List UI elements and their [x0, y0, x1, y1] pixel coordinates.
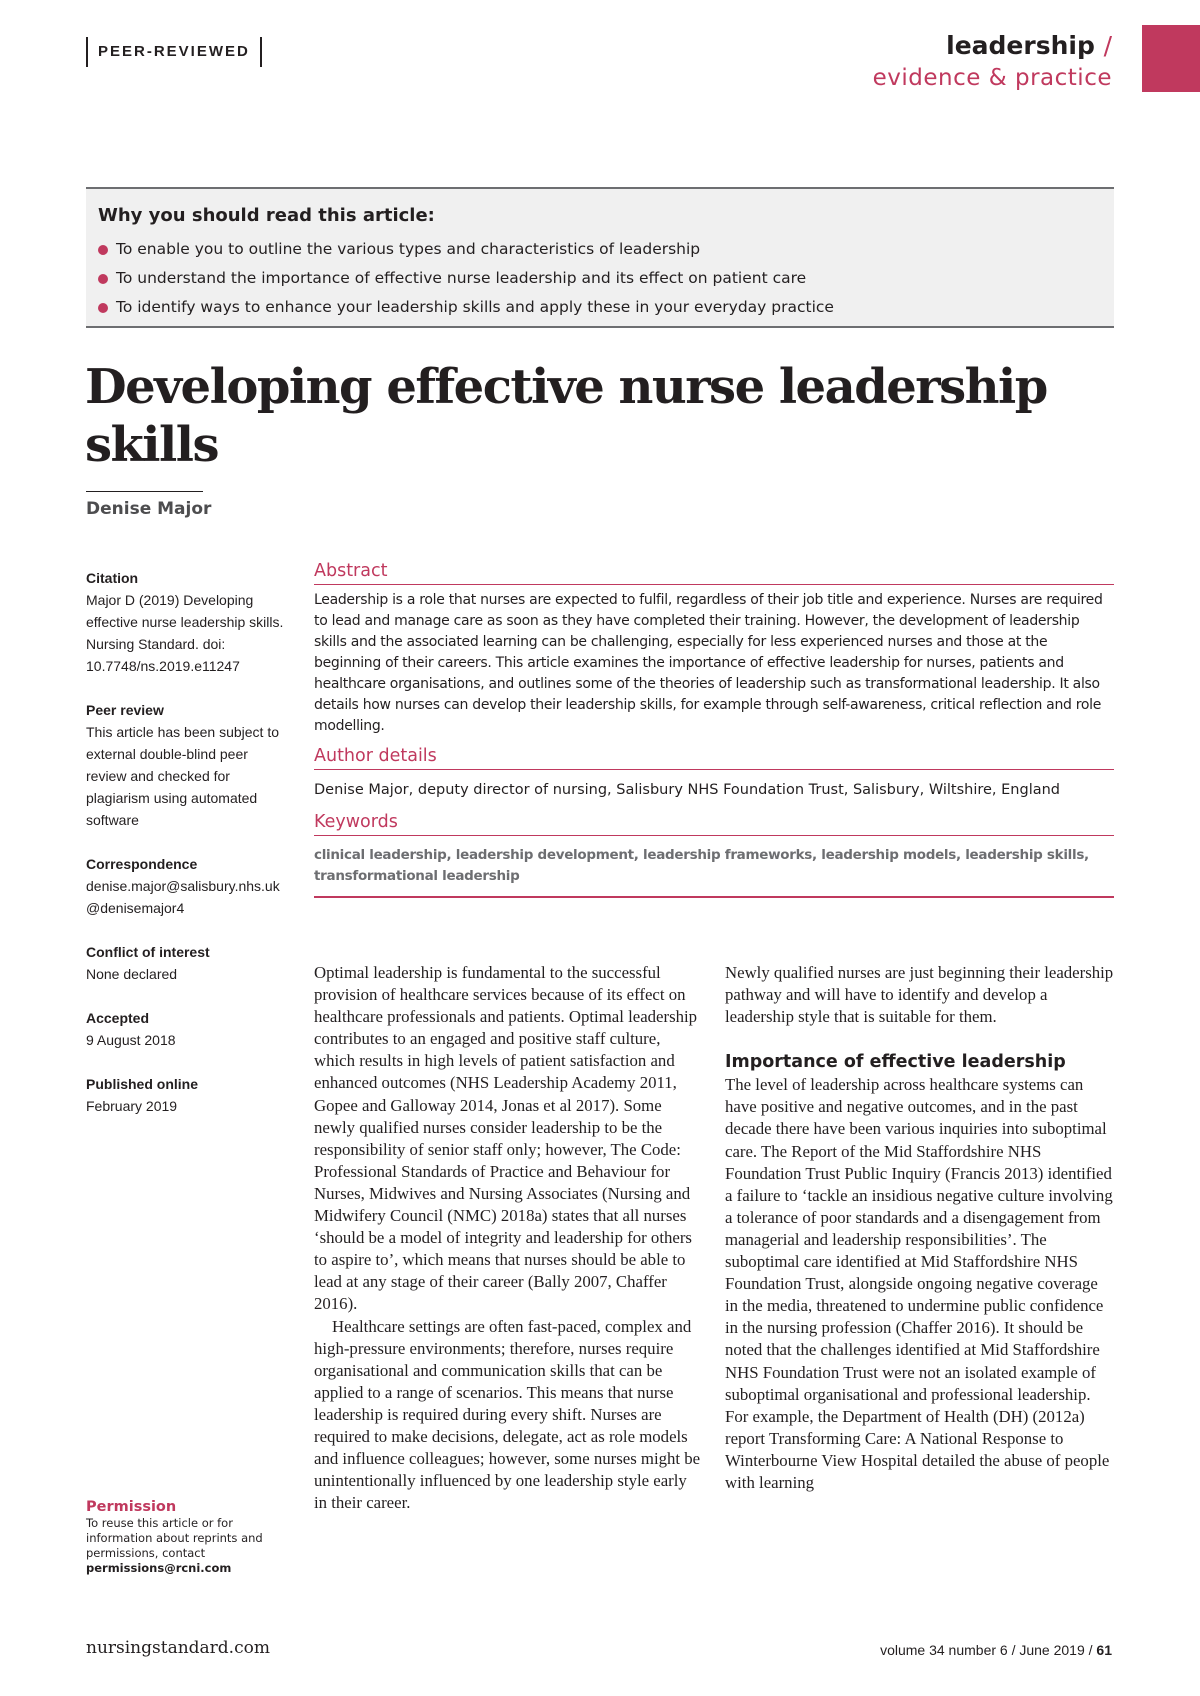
- article-title: Developing effective nurse leadership skills: [85, 359, 1047, 473]
- conflict-heading: Conflict of interest: [86, 944, 210, 960]
- why-read-item: [98, 235, 1102, 264]
- abstract-text: Leadership is a role that nurses are expected to fulfil, regardless of their job title and experience. Nurses are required to lead and manage care as soon as they have completed their training. However, the development of leadership skills and the associated learning can be challenging, especially for less experienced nurses and those at the beginning of their careers. This article examines the importance of effective leadership for nurses, patients and healthcare organisations, and outlines some of the theories of leadership such as transformational leadership. It also details how nurses can develop their leadership skills, for example through self-awareness, critical reflection and role modelling.: [314, 592, 1103, 734]
- citation-block: [86, 567, 286, 677]
- page-number: 61: [1096, 1642, 1112, 1658]
- bullet-icon: [98, 274, 108, 284]
- correspondence-email[interactable]: denise.major@salisbury.nhs.uk: [86, 878, 280, 894]
- abstract-heading: Abstract: [314, 558, 1114, 585]
- author-divider: [86, 491, 203, 492]
- peer-review-block: [86, 699, 286, 831]
- accepted-date: 9 August 2018: [86, 1032, 176, 1048]
- author-details-text: Denise Major, deputy director of nursing, Salisbury NHS Foundation Trust, Salisbury, Wiltshire, England: [314, 782, 1061, 798]
- article-info-sidebar: [86, 567, 286, 1139]
- bullet-icon: [98, 245, 108, 255]
- body-column-1: [314, 962, 704, 1514]
- why-read-title: Why you should read this article:: [98, 205, 435, 226]
- section-header: [873, 30, 1112, 94]
- permission-text: To reuse this article or for information about reprints and permissions, contact: [86, 1516, 263, 1560]
- published-date: February 2019: [86, 1098, 178, 1114]
- body-paragraph: Newly qualified nurses are just beginning their leadership pathway and will have to identify and develop a leadership style that is suitable for them.: [725, 963, 1114, 1027]
- citation-heading: Citation: [86, 570, 139, 586]
- published-heading: Published online: [86, 1076, 199, 1092]
- correspondence-heading: Correspondence: [86, 856, 198, 872]
- footer-issue-text: volume 34 number 6 / June 2019 /: [880, 1642, 1097, 1658]
- why-read-box: [86, 187, 1114, 328]
- conflict-text: None declared: [86, 966, 178, 982]
- correspondence-handle[interactable]: @denisemajor4: [86, 900, 185, 916]
- why-read-item: [98, 264, 1102, 293]
- why-read-list: [98, 235, 1102, 322]
- footer-website[interactable]: nursingstandard.com: [86, 1638, 270, 1658]
- why-read-item-text: To understand the importance of effective nurse leadership and its effect on patient care: [116, 269, 807, 287]
- why-read-item: [98, 293, 1102, 322]
- section-slash: /: [1103, 31, 1112, 60]
- accepted-block: [86, 1007, 286, 1051]
- author-details-heading: Author details: [314, 743, 1114, 770]
- permission-heading: Permission: [86, 1499, 177, 1515]
- why-read-item-text: To enable you to outline the various types and characteristics of leadership: [116, 240, 701, 258]
- footer-issue-info: [880, 1639, 1112, 1661]
- body-paragraph: The level of leadership across healthcare systems can have positive and negative outcomes, and in the past decade there have been various inquiries into suboptimal care. The Report of the Mid Staffordshire NHS Foundation Trust Public Inquiry (Francis 2013) identified a failure to ‘tackle an insidious negative culture involving a tolerance of poor standards and a disengagement from managerial and leadership responsibilities’. The suboptimal care identified at Mid Staffordshire NHS Foundation Trust, alongside ongoing negative coverage in the media, threatened to undermine public confidence in the nursing profession (Chaffer 2016). It should be noted that the challenges identified at Mid Staffordshire NHS Foundation Trust were not an isolated example of suboptimal organisational and professional leadership. For example, the Department of Health (DH) (2012a) report Transforming Care: A National Response to Winterbourne View Hospital detailed the abuse of people with learning: [725, 1075, 1113, 1492]
- peer-review-heading: Peer review: [86, 702, 164, 718]
- peer-reviewed-tag: PEER-REVIEWED: [86, 37, 262, 67]
- keywords-text: clinical leadership, leadership development, leadership frameworks, leadership models, leadership skills, transformational leadership: [314, 847, 1089, 884]
- meta-bottom-rule: [314, 896, 1114, 898]
- permission-block: [86, 1498, 286, 1576]
- published-block: [86, 1073, 286, 1117]
- correspondence-block: [86, 853, 286, 919]
- section-title: [873, 30, 1112, 62]
- conflict-block: [86, 941, 286, 985]
- body-column-2: [725, 962, 1115, 1494]
- peer-review-text: This article has been subject to external double-blind peer review and checked for plagiarism using automated software: [86, 724, 279, 828]
- accepted-heading: Accepted: [86, 1010, 150, 1026]
- body-paragraph: Healthcare settings are often fast-paced, complex and high-pressure environments; therefore, nurses require organisational and communication skills that can be applied to a range of scenarios. This means that nurse leadership is required during every shift. Nurses are required to make decisions, delegate, act as role models and influence colleagues; however, some nurses might be unintentionally influenced by one leadership style early in their career.: [314, 1316, 701, 1513]
- section-accent-bar: [1142, 25, 1200, 92]
- section-subtitle: evidence & practice: [872, 65, 1112, 91]
- section-heading: Importance of effective leadership: [725, 1052, 1066, 1073]
- permission-email[interactable]: permissions@rcni.com: [86, 1561, 232, 1575]
- bullet-icon: [98, 303, 108, 313]
- body-paragraph: Optimal leadership is fundamental to the successful provision of healthcare services because of its effect on healthcare professionals and patients. Optimal leadership contributes to an engaged and positive staff culture, which results in high levels of patient satisfaction and enhanced outcomes (NHS Leadership Academy 2011, Gopee and Galloway 2014, Jonas et al 2017). Some newly qualified nurses consider leadership to be the responsibility of senior staff only; however, The Code: Professional Standards of Practice and Behaviour for Nurses, Midwives and Nursing Associates (Nursing and Midwifery Council (NMC) 2018a) states that all nurses ‘should be a model of integrity and leadership for others to aspire to’, which means that nurses should be able to lead at any stage of their career (Bally 2007, Chaffer 2016).: [314, 963, 698, 1314]
- section-name: leadership: [946, 31, 1095, 60]
- article-author: Denise Major: [86, 499, 212, 519]
- why-read-item-text: To identify ways to enhance your leadership skills and apply these in your everyday practice: [116, 298, 834, 316]
- keywords-heading: Keywords: [314, 809, 1114, 836]
- article-meta: [314, 558, 1114, 898]
- citation-text: Major D (2019) Developing effective nurse leadership skills. Nursing Standard. doi: 10.7748/ns.2019.e11247: [86, 592, 284, 674]
